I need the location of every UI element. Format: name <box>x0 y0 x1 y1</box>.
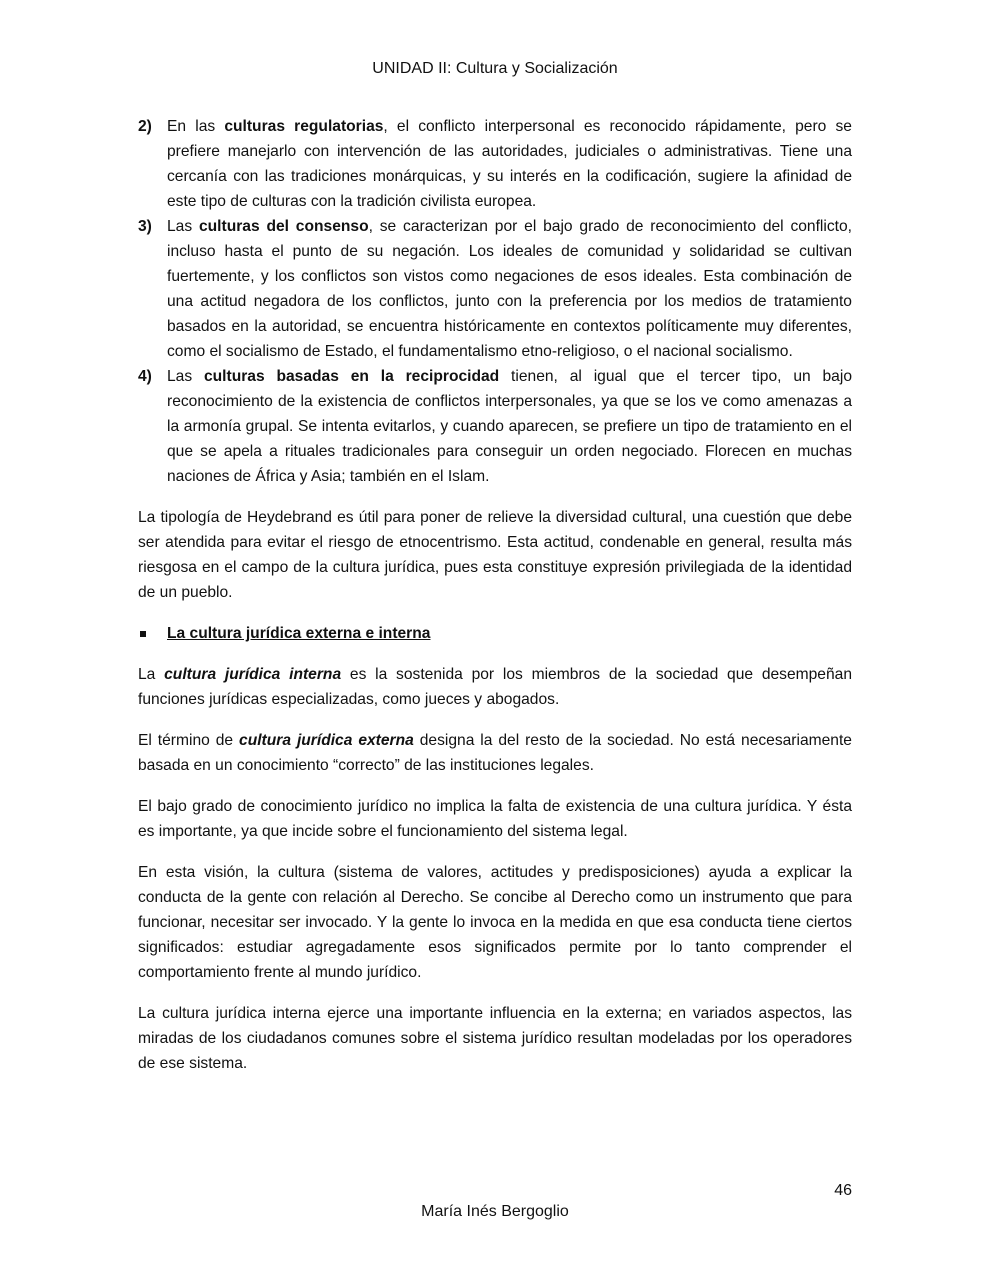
paragraph-text: designa la del resto de la sociedad. No está necesariamente basada en un conocimiento “correcto” de las instituciones legales. <box>138 732 852 774</box>
list-text-post: , se caracterizan por el bajo grado de reconocimiento del conflicto, incluso hasta el punto de su negación. Los ideales de comunidad y solidaridad se cultivan fuertemente, y los conflictos son vistos como negaciones de esos ideales. Esta combinación de una actitud negadora de los conflictos, junto con la preferencia por los medios de tratamiento basados en la autoridad, se encuentra históricamente en contextos políticamente muy diferentes, como el socialismo de Estado, el fundamentalismo etno-religioso, o el nacional socialismo. <box>167 218 852 360</box>
list-text-pre: Las <box>167 218 199 235</box>
paragraph-heydebrand: La tipología de Heydebrand es útil para poner de relieve la diversidad cultural, una cuestión que debe ser atendida para evitar el riesgo de etnocentrismo. Esta actitud, condenable en general, resulta más riesgosa en el campo de la cultura jurídica, pues esta constituye expresión privilegiada de la identidad de un pueblo. <box>138 509 852 601</box>
section-heading-text: La cultura jurídica externa e interna <box>167 625 431 642</box>
list-text-post: tienen, al igual que el tercer tipo, un bajo reconocimiento de la existencia de conflictos interpersonales, ya que se los ve como amenazas a la armonía grupal. Se intenta evitarlos, y cuando aparecen, se prefiere un tipo de tratamiento en el que se apela a rituales tradicionales para conseguir un orden negociado. Florecen en muchas naciones de África y Asia; también en el Islam. <box>167 368 852 485</box>
section-heading <box>138 621 852 646</box>
list-item <box>138 114 852 214</box>
list-text-post: , el conflicto interpersonal es reconocido rápidamente, pero se prefiere manejarlo con intervención de las autoridades, judiciales o administrativas. Tiene una cercanía con las tradiciones monárquicas, y su interés en la codificación, sugiere la afinidad de este tipo de culturas con la tradición civilista europea. <box>167 118 852 210</box>
list-term: culturas del consenso <box>198 218 369 235</box>
paragraph-text: El término de <box>138 732 240 749</box>
page-header: UNIDAD II: Cultura y Socialización <box>372 60 618 77</box>
list-number: 2) <box>138 118 152 135</box>
paragraph-influencia: La cultura jurídica interna ejerce una importante influencia en la externa; en variados aspectos, las miradas de los ciudadanos comunes sobre el sistema jurídico resultan modeladas por los operadores de ese sistema. <box>138 1005 852 1072</box>
list-term: culturas regulatorias <box>224 118 384 135</box>
list-item <box>138 214 852 364</box>
paragraph-text: La <box>138 666 165 683</box>
paragraph-interna <box>138 662 852 712</box>
square-bullet-icon <box>140 631 146 637</box>
culture-types-list <box>138 114 852 489</box>
page-content <box>138 114 852 1076</box>
list-text-pre: En las <box>167 118 225 135</box>
page-number: 46 <box>834 1182 852 1199</box>
list-number: 4) <box>138 368 152 385</box>
paragraph-text: es la sostenida por los miembros de la sociedad que desempeñan funciones jurídicas especializadas, como jueces y abogados. <box>138 666 853 708</box>
list-text-pre: Las <box>167 368 204 385</box>
paragraph-externa <box>138 728 852 778</box>
paragraph-bajo-grado: El bajo grado de conocimiento jurídico no implica la falta de existencia de una cultura jurídica. Y ésta es importante, ya que incide sobre el funcionamiento del sistema legal. <box>138 798 852 840</box>
page-footer: María Inés Bergoglio <box>421 1203 569 1220</box>
list-item <box>138 364 852 489</box>
paragraph-term: cultura jurídica externa <box>239 732 414 749</box>
list-term: culturas basadas en la reciprocidad <box>203 368 500 385</box>
paragraph-term: cultura jurídica interna <box>164 666 342 683</box>
list-number: 3) <box>138 218 152 235</box>
paragraph-vision: En esta visión, la cultura (sistema de valores, actitudes y predisposiciones) ayuda a explicar la conducta de la gente con relación al Derecho. Se concibe al Derecho como un instrumento que para funcionar, necesitar ser invocado. Y la gente lo invoca en la medida en que esa conducta tiene ciertos significados: estudiar agregadamente esos significados permite por lo tanto comprender el comportamiento frente al mundo jurídico. <box>138 864 852 981</box>
